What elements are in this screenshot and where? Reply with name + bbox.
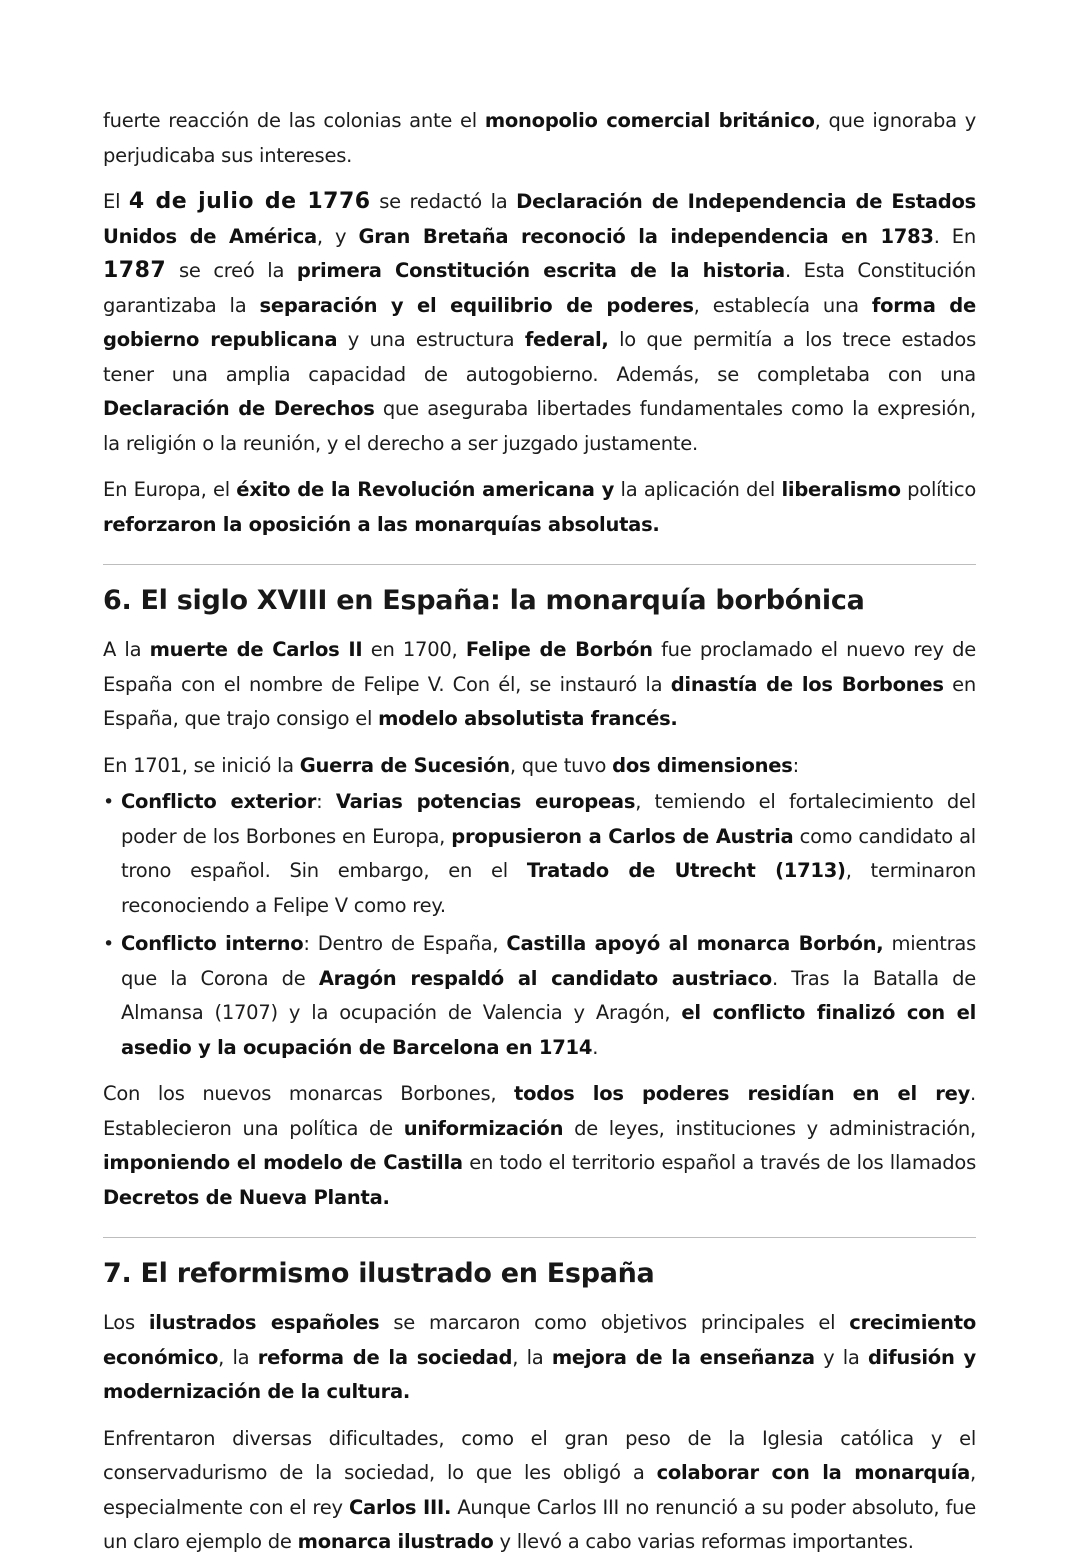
bold-text: primera Constitución escrita de la historia: [296, 259, 785, 282]
text-run: . Establecieron una política de: [103, 1082, 976, 1140]
text-run: , la: [512, 1345, 552, 1369]
bold-text: Aragón respaldó al candidato austriaco: [318, 966, 772, 990]
text-run: Aunque Carlos III no renunció a su poder absoluto, fue un claro ejemplo de: [103, 1495, 976, 1553]
paragraph-felipe-v: [103, 633, 976, 737]
bold-text: Gran Bretaña reconoció la independencia en 1783: [358, 224, 934, 248]
text-run: se redactó la: [370, 190, 517, 213]
paragraph-colonial-reaction: [103, 104, 976, 173]
bold-text: reforzaron la oposición a las monarquías absolutas.: [103, 512, 660, 536]
bold-text: colaborar con la monarquía: [656, 1461, 971, 1484]
text-run: , y: [316, 224, 359, 248]
paragraph-enlightened-goals: [103, 1306, 976, 1410]
bold-text: Tratado de Utrecht (1713): [526, 859, 846, 882]
bold-text: uniformización: [403, 1116, 564, 1140]
bold-text: el conflicto finalizó con el asedio y la ocupación de Barcelona en 1714: [121, 1001, 976, 1059]
text-run: de leyes, instituciones y administración,: [563, 1116, 976, 1140]
text-run: como candidato al trono español. Sin embargo, en el: [121, 824, 976, 882]
bold-text: monarca ilustrado: [297, 1530, 494, 1553]
bold-text: dos dimensiones: [612, 753, 793, 777]
text-run: Enfrentaron diversas dificultades, como el gran peso de la Iglesia católica y el conservadurismo de la sociedad, lo que les obligó a: [103, 1426, 976, 1484]
paragraph-carlos-iii: [103, 1422, 976, 1560]
text-run: . Esta Constitución garantizaba la: [103, 259, 976, 317]
text-run: político: [900, 478, 976, 501]
text-run: fuerte reacción de las colonias ante el: [103, 109, 485, 132]
text-run: , terminaron reconociendo a Felipe V como rey.: [121, 859, 976, 917]
text-run: :: [316, 790, 336, 813]
paragraph-succession-war: [103, 749, 976, 784]
bold-text: imponiendo el modelo de Castilla: [103, 1151, 463, 1174]
text-run: se marcaron como objetivos principales el: [379, 1311, 850, 1334]
bold-text: Carlos III.: [348, 1495, 452, 1519]
bold-text: Castilla apoyó al monarca Borbón,: [506, 932, 884, 955]
bold-text: Felipe de Borbón: [465, 638, 653, 661]
bold-text: 1787: [103, 258, 167, 283]
bold-text: Guerra de Sucesión: [299, 753, 510, 777]
text-run: Los: [103, 1311, 149, 1334]
text-run: : Dentro de España,: [303, 932, 507, 955]
text-run: y la: [814, 1345, 868, 1369]
bold-text: difusión y modernización de la cultura.: [103, 1345, 976, 1403]
bold-text: Decretos de Nueva Planta.: [103, 1185, 390, 1209]
text-run: . Tras la Batalla de Almansa (1707) y la ocupación de Valencia y Aragón,: [121, 966, 976, 1024]
bold-text: todos los poderes residían en el rey: [514, 1082, 971, 1105]
text-run: la aplicación del: [614, 478, 782, 501]
bold-text: federal,: [524, 328, 609, 351]
bold-text: crecimiento económico: [103, 1311, 977, 1369]
bold-text: monopolio comercial británico: [484, 109, 815, 132]
bold-text: éxito de la Revolución americana y: [236, 478, 615, 501]
bold-text: dinastía de los Borbones: [670, 672, 944, 696]
bullet-internal-conflict: [103, 927, 976, 1065]
section-divider-7: [103, 1237, 976, 1238]
bullet-external-conflict: [103, 785, 976, 923]
text-run: , temiendo el fortalecimiento del poder de los Borbones en Europa,: [121, 790, 976, 848]
section-heading-6: 6. El siglo XVIII en España: la monarquía borbónica: [103, 585, 865, 616]
bold-text: 4 de julio de 1776: [128, 189, 371, 214]
bullet-dot-icon: •: [103, 933, 114, 955]
text-run: En 1701, se inició la: [103, 753, 300, 777]
text-run: , especialmente con el rey: [103, 1461, 976, 1519]
bold-text: reforma de la sociedad: [257, 1345, 513, 1369]
paragraph-europe-impact: [103, 473, 976, 542]
text-run: que aseguraba libertades fundamentales como la expresión, la religión o la reunión, y el derecho a ser juzgado justamente.: [103, 397, 976, 455]
bold-text: separación y el equilibrio de poderes: [259, 293, 694, 317]
text-run: . En: [933, 224, 976, 248]
text-run: El: [103, 190, 129, 213]
text-run: lo que permitía a los trece estados tener una amplia capacidad de autogobierno. Además, se completaba con una: [103, 328, 976, 386]
text-run: , que ignoraba y perjudicaba sus intereses.: [103, 109, 976, 167]
bold-text: Declaración de Independencia de Estados Unidos de América: [103, 190, 977, 248]
paragraph-nueva-planta: [103, 1077, 976, 1215]
text-run: En Europa, el: [103, 478, 237, 501]
text-run: en España, que trajo consigo el: [103, 672, 976, 730]
bold-text: muerte de Carlos II: [149, 638, 363, 661]
bold-text: propusieron a Carlos de Austria: [451, 824, 794, 848]
bold-text: Varias potencias europeas: [335, 790, 636, 813]
section-divider-6: [103, 564, 976, 565]
text-run: :: [792, 753, 799, 777]
paragraph-independence: [103, 185, 976, 461]
bold-text: liberalismo: [781, 478, 901, 501]
text-run: en todo el territorio español a través de los llamados: [462, 1151, 976, 1174]
text-run: y una estructura: [337, 328, 525, 351]
succession-war-dimensions: [103, 785, 976, 1065]
text-run: , establecía una: [693, 293, 872, 317]
bold-text: ilustrados españoles: [148, 1311, 380, 1334]
text-run: fue proclamado el nuevo rey de España con el nombre de Felipe V. Con él, se instauró la: [103, 638, 976, 696]
text-run: mientras que la Corona de: [121, 932, 976, 990]
section-heading-7: 7. El reformismo ilustrado en España: [103, 1258, 655, 1289]
bold-text: Declaración de Derechos: [103, 397, 375, 420]
text-run: .: [592, 1035, 599, 1059]
bold-text: modelo absolutista francés.: [378, 707, 678, 730]
bold-text: Conflicto interno: [121, 932, 304, 955]
bold-text: Conflicto exterior: [121, 790, 317, 813]
bold-text: mejora de la enseñanza: [551, 1345, 815, 1369]
text-run: , que tuvo: [509, 753, 613, 777]
text-run: , la: [218, 1345, 258, 1369]
text-run: A la: [103, 638, 150, 661]
text-run: y llevó a cabo varias reformas importantes.: [493, 1530, 914, 1553]
text-run: Con los nuevos monarcas Borbones,: [103, 1082, 515, 1105]
text-run: se creó la: [166, 259, 297, 282]
text-run: en 1700,: [362, 638, 466, 661]
bold-text: forma de gobierno republicana: [103, 293, 976, 351]
bullet-dot-icon: •: [103, 791, 114, 813]
